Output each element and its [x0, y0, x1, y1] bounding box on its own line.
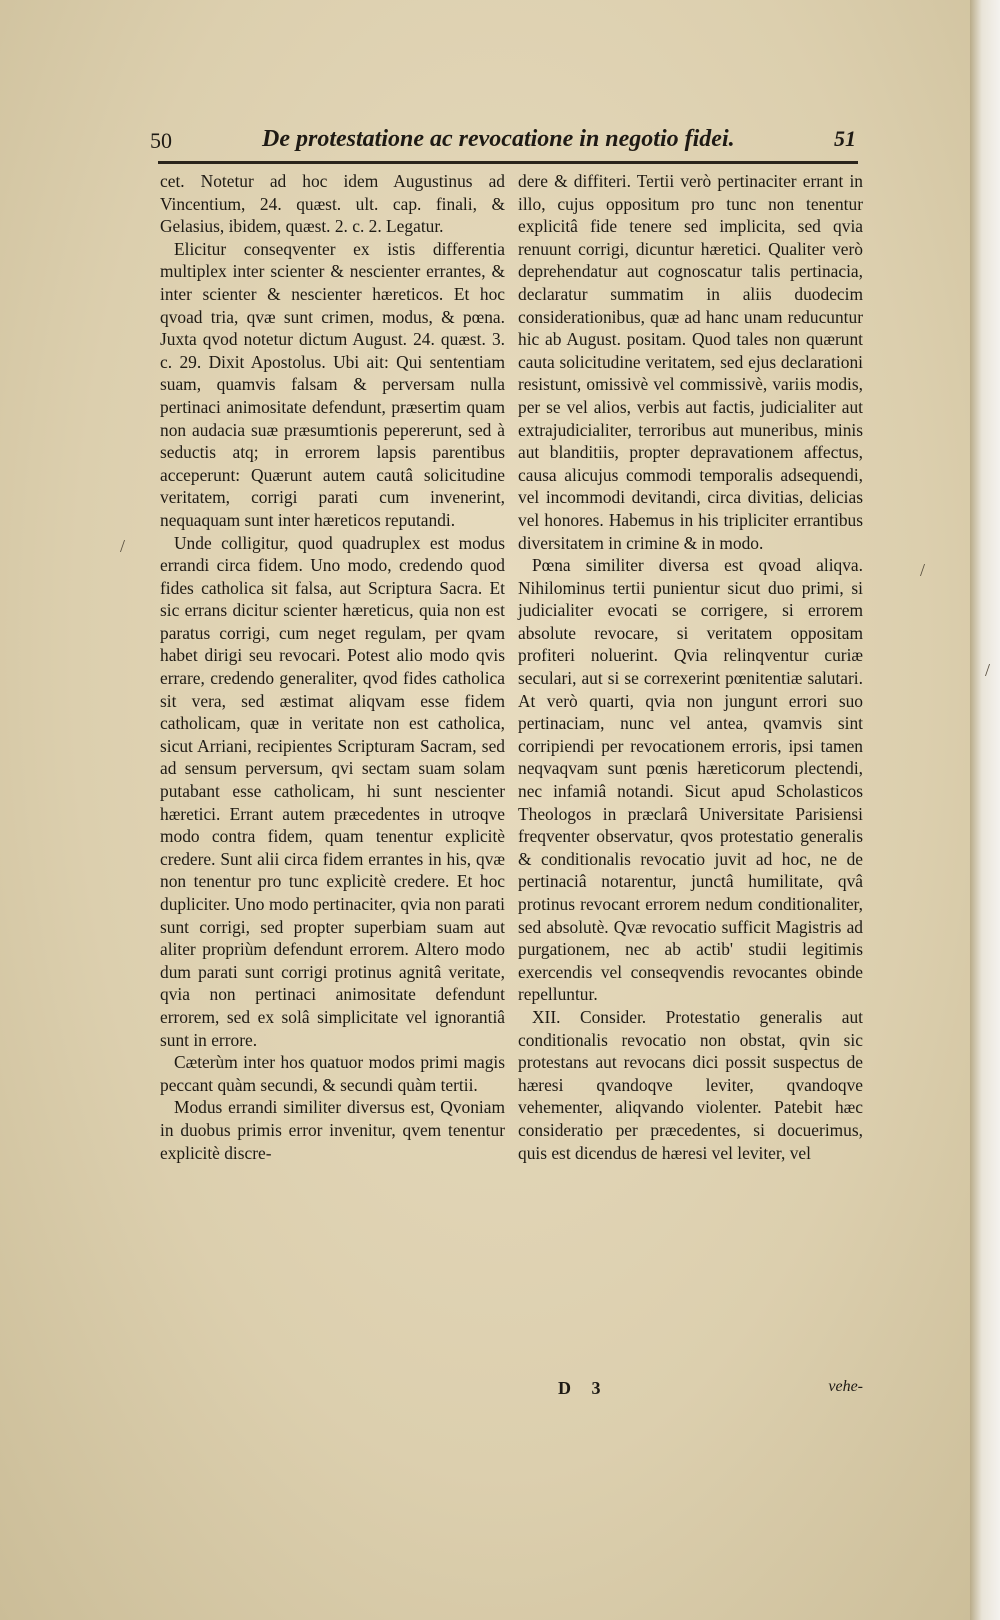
page-number-left: 50: [150, 128, 172, 153]
margin-mark: /: [985, 660, 991, 680]
running-head: [150, 122, 870, 158]
paragraph: Cæterùm inter hos quatuor modos primi magis peccant quàm secundi, & secundi quàm tertii.: [160, 1052, 505, 1095]
catchword: vehe-: [828, 1378, 863, 1395]
paragraph: Modus errandi similiter diversus est, Qvoniam in duobus primis error invenitur, qvem tenentur explicitè discre-: [160, 1097, 505, 1163]
margin-mark: /: [920, 560, 926, 580]
left-column: [160, 170, 505, 1164]
right-column: [518, 170, 863, 1164]
paragraph: Pœna similiter diversa est qvoad aliqva. Nihilominus tertii punientur sicut duo primi, si judicialiter evocati se corrigere, si errorem absolute revocare, si veritatem oppositam profiteri noluerint. Qvia relinqventur curiæ seculari, aut si se correxerint pœnitentiæ salutari. At verò quarti, qvia non jungunt errori suo pertinaciam, nunc vel antea, qvamvis sint corripiendi per revocationem erroris, ipsi tamen neqvaqvam sunt pœnis hæreticorum plectendi, nec infamiâ notandi. Sicut apud Scholasticos Theologos in præclarâ Universitate Parisiensi freqventer observatur, qvos protestatio generalis & conditionalis revocatio juvit ad hoc, ne de pertinaciâ notarentur, junctâ humilitate, qvâ protinus revocant errorem nedum conditionaliter, sed absolutè. Qvæ revocatio sufficit Magistris ad purgationem, nec ab actib' studii legitimis exercendis vel conseqvendis revocantes obinde repelluntur.: [518, 555, 863, 1005]
margin-mark: /: [120, 536, 126, 556]
page-number-right: 51: [834, 126, 856, 151]
signature-mark: D 3: [558, 1378, 609, 1398]
paragraph: Unde colligitur, quod quadruplex est modus errandi circa fidem. Uno modo, credendo quod fides catholica sit falsa, aut Scriptura Sacra. Et sic errans dicitur scienter hæreticus, quia non est paratus corrigi, cum neget regulam, per qvam habet dirigi seu revocari. Potest alio modo qvis errare, credendo generaliter, qvod fides catholica sit vera, sed æstimat aliqvam esse fidem catholicam, quæ in veritate non est catholica, sicut Arriani, recipientes Scripturam Sacram, sed ad sensum perversum, qvi sectam suam solam putabant esse catholicam, hi sunt nescienter hæretici. Errant autem præcedentes in utroqve modo contra fidem, quam tenentur explicitè credere. Sunt alii circa fidem errantes in his, qvæ non tenentur pro tunc explicitè credere. Et hoc dupliciter. Uno modo pertinaciter, qvia non parati sunt corrigi, sed propter superbiam suam aut aliter propriùm defendunt errorem. Altero modo dum parati sunt corrigi protinus agnitâ veritate, qvia non pertinaci animositate defendunt errorem, sed ex solâ simplicitate vel ignorantiâ sunt in errore.: [160, 532, 505, 1050]
running-title: De protestatione ac revocatione in negotio fidei.: [262, 126, 735, 152]
paragraph: XII. Consider. Protestatio generalis aut conditionalis revocatio non obstat, qvin sic protestans aut revocans dici possit suspectus de hæresi qvandoqve leviter, qvandoqve vehementer, aliqvando violenter. Patebit hæc consideratio per præcedentes, si docuerimus, quis est dicendus de hæresi vel leviter, vel: [518, 1006, 863, 1163]
paragraph: cet. Notetur ad hoc idem Augustinus ad Vincentium, 24. quæst. ult. cap. finali, & Gelasius, ibidem, quæst. 2. c. 2. Legatur.: [160, 171, 505, 237]
page-edge: [970, 0, 1000, 1620]
page-footer: [518, 1378, 863, 1404]
paragraph: dere & diffiteri. Tertii verò pertinaciter errant in illo, cujus oppositum pro tunc non tenentur explicitâ fide tenere sed implicita, sed qvia renuunt corrigi, dicuntur hæretici. Qualiter verò deprehendatur aut cognoscatur talis pertinacia, declaratur summatim in aliis duodecim considerationibus, quæ ad hanc unam reducuntur hic ab August. positam. Quod tales non quærunt cauta solicitudine veritatem, sed ejus declarationi resistunt, omissivè vel commissivè, variis modis, per se vel alios, verbis aut factis, judicialiter aut extrajudicialiter, terroribus aut muneribus, minis aut blanditiis, propter depravationem affectus, causa alicujus commodi temporalis adsequendi, vel incommodi devitandi, circa divitias, delicias vel honores. Habemus in his tripliciter errantibus diversitatem in crimine & in modo.: [518, 171, 863, 553]
header-rule: [158, 161, 858, 164]
paragraph: Elicitur conseqventer ex istis differentia multiplex inter scienter & nescienter errantes, & inter scienter & nescienter hæreticos. Et hoc qvoad tria, qvæ sunt crimen, modus, & pœna. Juxta qvod notetur dictum August. 24. quæst. 3. c. 29. Dixit Apostolus. Ubi ait: Qui sententiam suam, quamvis falsam & perversam nulla pertinaci animositate defendunt, præsertim quam non audacia suæ præsumtionis pepererunt, sed à seductis atq; in errorem lapsis parentibus acceperunt: Quærunt autem cautâ solicitudine veritatem, corrigi parati cum invenerint, nequaquam sunt inter hæreticos reputandi.: [160, 238, 505, 530]
